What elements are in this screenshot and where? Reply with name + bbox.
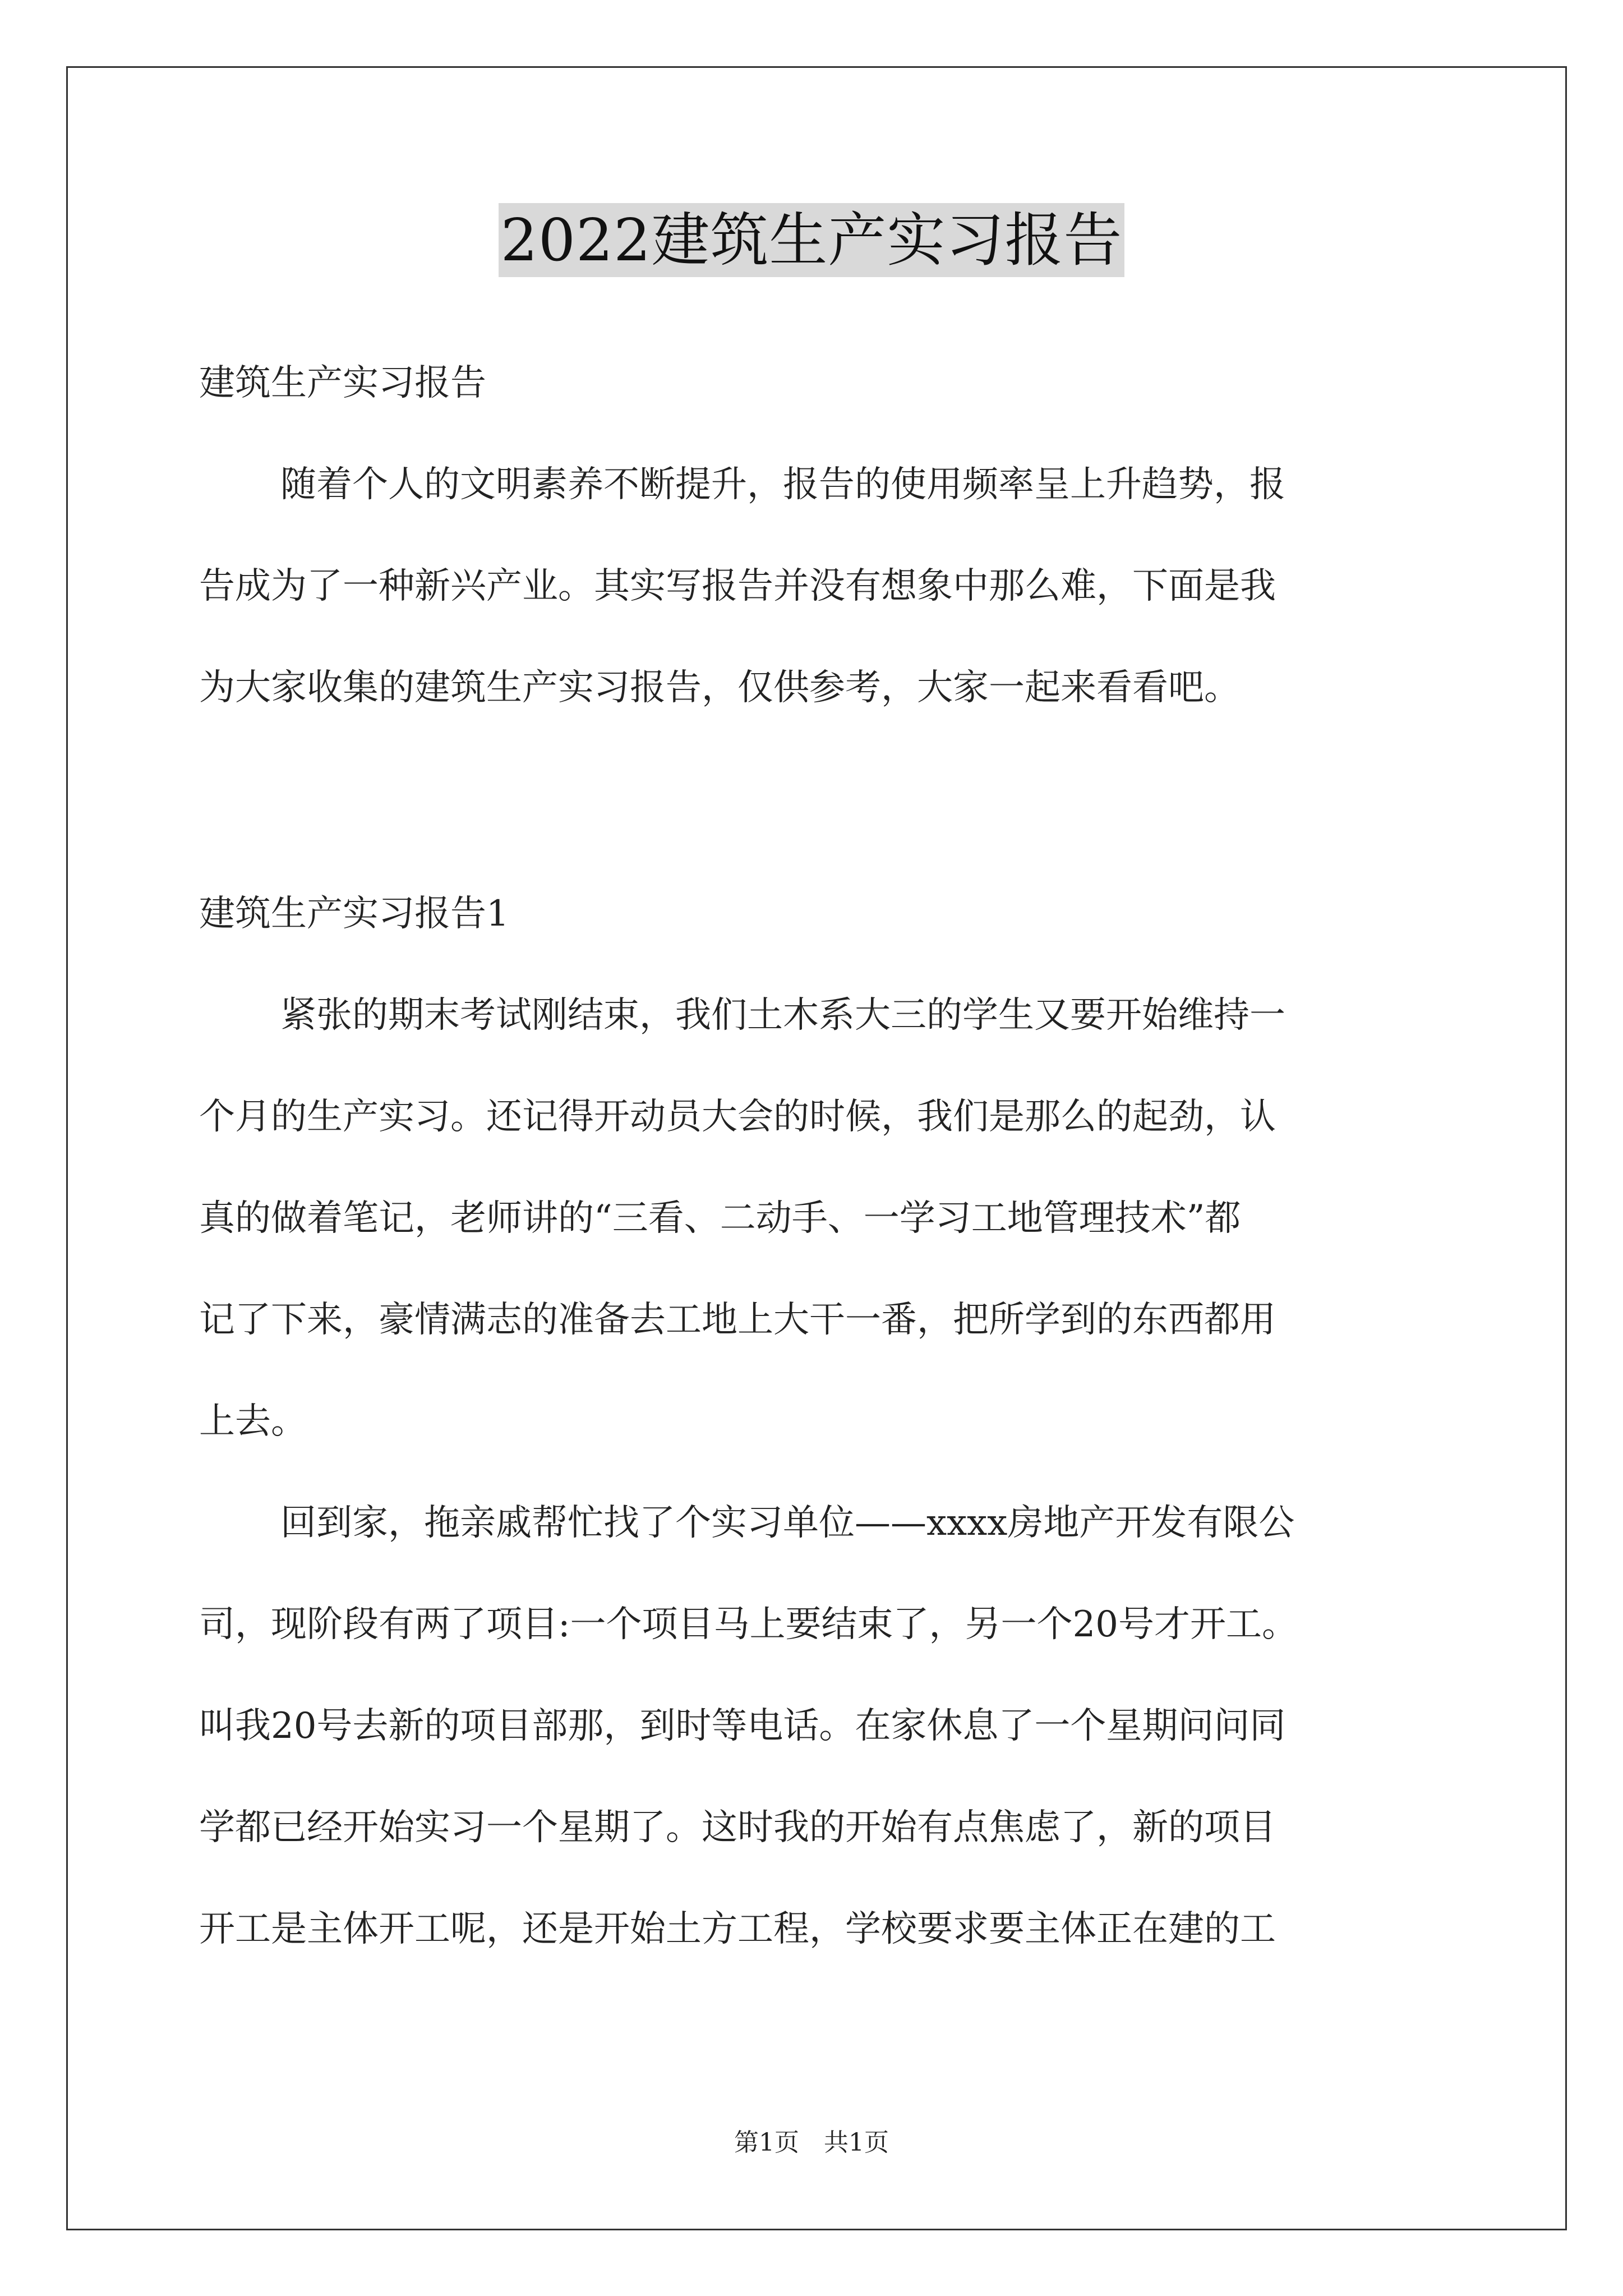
paragraph-line: 紧张的期末考试刚结束，我们土木系大三的学生又要开始维持一	[280, 995, 1285, 1036]
page-number-footer: 第1页 共1页	[734, 2128, 889, 2157]
paragraph-line: 开工是主体开工呢，还是开始土方工程，学校要求要主体正在建的工	[199, 1908, 1276, 1950]
intro-line: 告成为了一种新兴产业。其实写报告并没有想象中那么难，下面是我	[199, 565, 1276, 607]
paragraph-line: 学都已经开始实习一个星期了。这时我的开始有点焦虑了，新的项目	[199, 1807, 1276, 1848]
paragraph-line: 个月的生产实习。还记得开动员大会的时候，我们是那么的起劲，认	[199, 1096, 1276, 1138]
paragraph-line: 叫我20号去新的项目部那，到时等电话。在家休息了一个星期问问同	[199, 1705, 1286, 1747]
section-heading: 建筑生产实习报告1	[199, 893, 509, 935]
paragraph-line: 真的做着笔记，老师讲的“三看、二动手、一学习工地管理技术”都	[199, 1198, 1241, 1239]
paragraph-line: 记了下来，豪情满志的准备去工地上大干一番，把所学到的东西都用	[199, 1299, 1276, 1341]
intro-line: 随着个人的文明素养不断提升，报告的使用频率呈上升趋势，报	[280, 464, 1285, 505]
paragraph-line: 回到家，拖亲戚帮忙找了个实习单位——xxxx房地产开发有限公	[280, 1502, 1295, 1544]
intro-line: 为大家收集的建筑生产实习报告，仅供参考，大家一起来看看吧。	[199, 667, 1240, 708]
paragraph-line: 上去。	[199, 1401, 307, 1442]
title-block	[0, 203, 1623, 277]
document-title: 2022建筑生产实习报告	[499, 203, 1125, 277]
paragraph-line: 司，现阶段有两了项目:一个项目马上要结束了，另一个20号才开工。	[199, 1604, 1298, 1645]
intro-heading: 建筑生产实习报告	[199, 362, 486, 404]
